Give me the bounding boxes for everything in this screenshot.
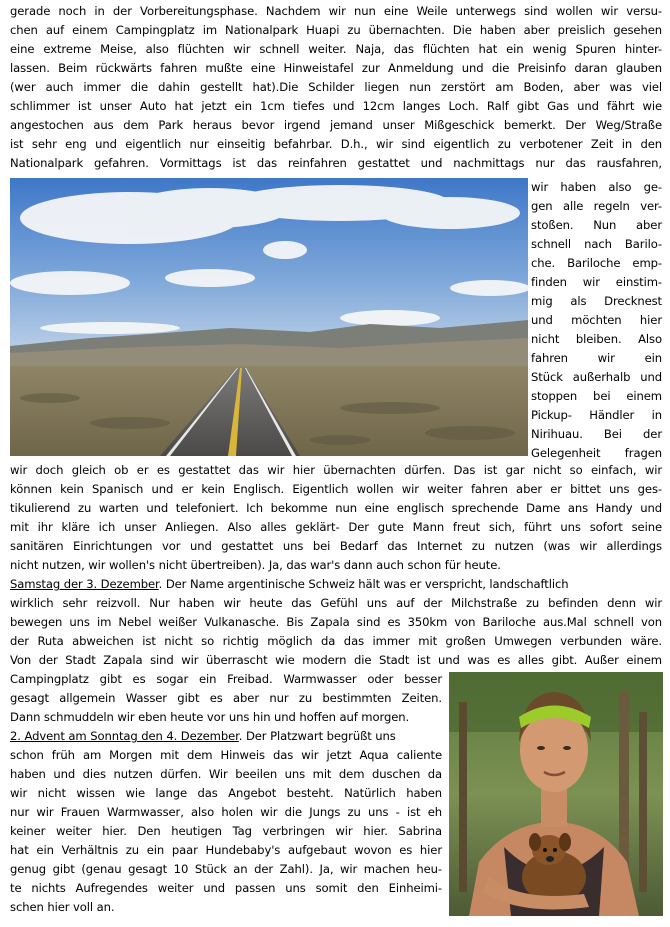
text-line: genug gibt (genau gesagt 10 Stück an der Zahl). Ja, wir machen heu- (10, 862, 442, 876)
text-line: stoßen. Nun aber (531, 218, 662, 232)
text-line: schon früh am Morgen mit dem Hinweis das wir jetzt Aqua caliente (10, 748, 442, 762)
text-line: schen hier voll an. (10, 900, 115, 914)
section-heading-saturday: Samstag der 3. Dezember (10, 577, 159, 591)
text-line: gerade noch in der Vorbereitungsphase. Nachdem wir nun eine Weile unterwegs sind wollen wir versu- (10, 4, 662, 18)
text-line: und möchten hier (531, 313, 662, 327)
text-line: (wer auch immer die dahin gestellt hat).Die Schilder liegen nun zerstört am Boden, aber was viel (10, 80, 662, 94)
text-line: mig als Drecknest (531, 294, 662, 308)
text-line: schnell nach Barilo- (531, 237, 662, 251)
text-line: te nichts Aufregendes weiter und passen uns somit den Einheimi- (10, 881, 442, 895)
text-line: finden wir einstim- (531, 275, 662, 289)
text-line: der Ruta abweichen ist nicht so richtig möglich da das immer mit großen Umwegen verbunden wäre. (10, 634, 662, 648)
text-line: Dann schmuddeln wir eben heute vor uns hin und hoffen auf morgen. (10, 710, 410, 724)
text-line: mit ihr kläre ich unser Anliegen. Also alles geklärt- Der gute Mann freut sich, führt uns sofort seine (10, 520, 662, 534)
text-line: wir nicht wissen wie lange das Angebot besteht. Natürlich haben (10, 786, 442, 800)
text-line: haben und dies nutzen dürfen. Wir beeilen uns mit dem duschen da (10, 767, 442, 781)
text-line: Von der Stadt Zapala sind wir überrascht wie modern die Stadt ist und was es alles gibt. Außer einem (10, 653, 662, 667)
text-line: Stück außerhalb und (531, 370, 662, 384)
text-run: . Der Name argentinische Schweiz hält was er verspricht, landschaftlich (158, 577, 569, 591)
text-line: nicht nutzen, wir wollen's nicht übertreiben). Ja, das war's dann auch schon für heute. (10, 558, 501, 572)
text-line: gen alle regeln ver- (531, 199, 662, 213)
text-line: wir doch gleich ob er es gestattet das wir hier übernachten dürfen. Das ist gar nicht so einfach, wir (10, 463, 662, 477)
text-line (10, 727, 442, 745)
text-line: keiner weiter hier. Den heutigen Tag verbringen wir hier. Sabrina (10, 824, 442, 838)
text-line: chen auf einem Campingplatz im Nationalpark Huapi zu übernachten. Die haben aber preislich gesehen (10, 23, 662, 37)
text-line: angestochen aus dem Park heraus bevor irgend jemand unser Mißgeschick bemerkt. Der Weg/Straße (10, 118, 662, 132)
text-line: gesagt allgemein Wasser gibt es aber nur zu bestimmten Zeiten. (10, 691, 442, 705)
girl-with-puppy-photo (449, 672, 663, 916)
text-line: fahren wir ein (531, 351, 662, 365)
text-line: wir haben also ge- (531, 180, 662, 194)
text-run: . Der Platzwart begrüßt uns (238, 729, 396, 743)
text-line: nur wir Frauen Warmwasser, also holen wir die Jungs zu uns - ist eh (10, 805, 442, 819)
desert-road-photo (10, 178, 528, 456)
text-line: Campingplatz gibt es sogar ein Freibad. Warmwasser oder besser (10, 672, 442, 686)
text-line: stoppen bei einem (531, 389, 662, 403)
section-heading-advent: 2. Advent am Sonntag den 4. Dezember (10, 729, 239, 743)
text-line: können kein Spanisch und er kein Englisch. Eigentlich wollen wir weiter fahren aber er bittet uns ges- (10, 482, 662, 496)
text-line: sanitären Einrichtungen vor und gestattet uns bei Bedarf das Internet zu nutzen (was wir allerdings (10, 539, 662, 553)
text-line: Nirihuau. Bei der (531, 427, 662, 441)
text-line: Pickup- Händler in (531, 408, 662, 422)
text-line: schlimmer ist unser Auto hat jetzt ein 1cm tiefes und 12cm langes Loch. Ralf gibt Gas und fährt wie (10, 99, 662, 113)
text-line: bewegen uns im Nebel weißer Vulkanasche. Bis Zapala sind es 350km von Bariloche aus.Mal schnell von (10, 615, 662, 629)
text-line: tikulierend zu warten und telefoniert. Ich bekomme nun eine englisch sprechende Dame ans Handy und (10, 501, 662, 515)
text-line: nicht bleiben. Also (531, 332, 662, 346)
text-line: lassen. Beim rückwärts fahren mußte eine Hinweistafel zur Anmeldung und die Preisinfo daran glauben (10, 61, 662, 75)
text-line: eine extreme Meise, also flüchten wir schnell weiter. Naja, das flüchten hat ein wenig Spuren hinter- (10, 42, 662, 56)
text-line: ist sehr eng und eigentlich nur einseitig befahrbar. D.h., wir sind eigentlich zu verbotener Zeit in den (10, 137, 662, 151)
text-line: hat ein Verhältnis zu ein paar Hundebaby's aufgebaut wovon es hier (10, 843, 442, 857)
text-line: wirklich sehr reizvoll. Nur haben wir heute das Gefühl uns auf der Milchstraße zu befinden denn wir (10, 596, 662, 610)
text-line: Nationalpark gefahren. Vormittags ist das reinfahren gestattet und nachmittags nur das rausfahren, (10, 156, 662, 170)
text-line: Gelegenheit fragen (531, 446, 662, 460)
text-line: che. Bariloche emp- (531, 256, 662, 270)
text-line (10, 575, 662, 593)
